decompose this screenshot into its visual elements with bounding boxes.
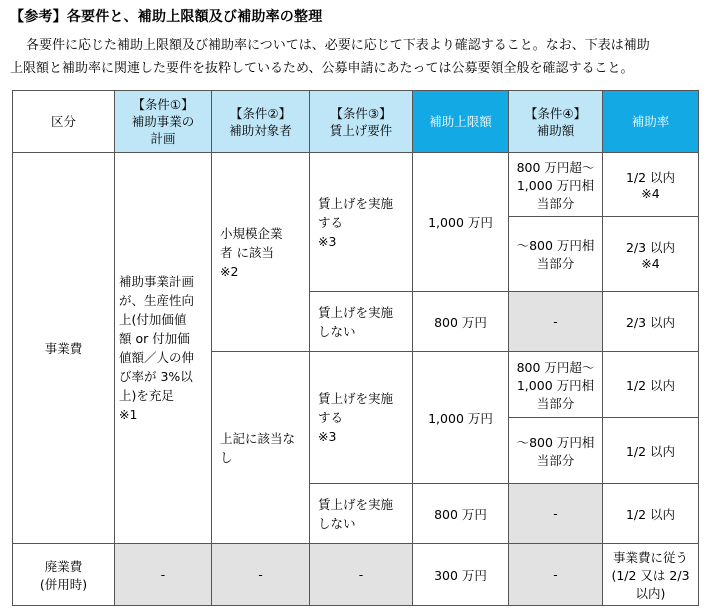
table-row [13,153,699,217]
rate-cell: 2/3 以内 ※4 [603,217,699,292]
wage-increase-yes: 賃上げを実施 する ※3 [310,352,413,484]
rate-cell: 1/2 以内 [603,484,699,544]
plan-dash: - [115,544,212,606]
intro-line-2: 上限額と補助率に関連した要件を抜粋しているため、公募申請にあたっては公募要領全般を確認すること。 [10,61,634,76]
header-condition-3: 【条件③】 賃上げ要件 [310,91,413,153]
limit-cell: 1,000 万円 [413,153,509,292]
amount-dash: - [509,292,603,352]
header-row [13,91,699,153]
wage-increase-no: 賃上げを実施 しない [310,292,413,352]
rate-cell: 事業費に従う (1/2 又は 2/3 以内) [603,544,699,606]
amount-over-800: 800 万円超～ 1,000 万円相 当部分 [509,352,603,418]
header-limit: 補助上限額 [413,91,509,153]
rate-cell: 1/2 以内 ※4 [603,153,699,217]
amount-over-800: 800 万円超～ 1,000 万円相 当部分 [509,153,603,217]
intro-line-1: 各要件に応じた補助上限額及び補助率については、必要に応じて下表より確認すること。なお、下表は補助 [26,38,650,53]
limit-cell: 800 万円 [413,292,509,352]
table-row [13,544,699,606]
limit-cell: 1,000 万円 [413,352,509,484]
rate-cell: 1/2 以内 [603,418,699,484]
target-other: 上記に該当な し [212,352,310,544]
intro-paragraph [10,34,700,80]
amount-dash: - [509,544,603,606]
amount-upto-800: ～800 万円相 当部分 [509,217,603,292]
header-condition-4: 【条件④】 補助額 [509,91,603,153]
wage-increase-no: 賃上げを実施 しない [310,484,413,544]
amount-dash: - [509,484,603,544]
rate-cell: 1/2 以内 [603,352,699,418]
limit-cell: 300 万円 [413,544,509,606]
header-kubun: 区分 [13,91,115,153]
kubun-jigyohi: 事業費 [13,153,115,544]
limit-cell: 800 万円 [413,484,509,544]
plan-requirement: 補助事業計画 が、生産性向 上(付加価値 額 or 付加価 値額／人の伸 び率が 3%以 上)を充足 ※1 [115,153,212,544]
wage-increase-yes: 賃上げを実施 する ※3 [310,153,413,292]
header-condition-2: 【条件②】 補助対象者 [212,91,310,153]
target-dash: - [212,544,310,606]
header-condition-1: 【条件①】 補助事業の 計画 [115,91,212,153]
amount-upto-800: ～800 万円相 当部分 [509,418,603,484]
section-title: 【参考】各要件と、補助上限額及び補助率の整理 [10,9,323,25]
subsidy-table [12,90,699,606]
rate-cell: 2/3 以内 [603,292,699,352]
kubun-haigyohi: 廃業費 (併用時) [13,544,115,606]
header-rate: 補助率 [603,91,699,153]
wage-dash: - [310,544,413,606]
target-small-enterprise: 小規模企業 者 に該当 ※2 [212,153,310,352]
